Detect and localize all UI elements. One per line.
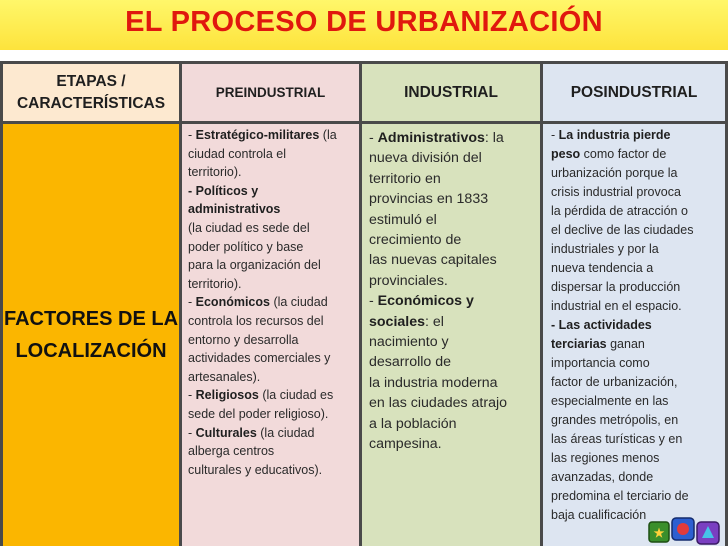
text-line: - Las actividades <box>551 318 652 332</box>
text-line: - Administrativos: la <box>369 130 504 146</box>
text-line: alberga centros <box>188 444 275 459</box>
text-line: - Económicos y <box>369 293 474 310</box>
text-line: entorno y desarrolla <box>188 332 299 347</box>
text-line: peso como factor de <box>551 147 667 161</box>
text-line: culturales y educativos). <box>188 462 323 477</box>
text-line: especialmente en las <box>551 394 669 408</box>
text-line: estimuló el <box>369 211 437 228</box>
row-label-location-factors <box>3 124 179 546</box>
text-line: poder político y base <box>188 239 304 254</box>
text-line: urbanización porque la <box>551 166 678 180</box>
text-line: crisis industrial provoca <box>551 185 681 199</box>
text-line: (la ciudad es sede del <box>188 220 310 235</box>
text-line: sociales: el <box>369 313 444 330</box>
posindustrial-text <box>551 126 693 525</box>
text-line: nueva división del <box>369 150 482 167</box>
text-line: - Religiosos (la ciudad es <box>188 388 334 403</box>
text-line: baja cualificación <box>551 508 647 522</box>
row-label-line2: LOCALIZACIÓN <box>15 340 167 362</box>
preindustrial-text <box>188 126 337 479</box>
text-line: campesina. <box>369 436 442 453</box>
text-line: grandes metrópolis, en <box>551 413 679 427</box>
text-line: artesanales). <box>188 369 261 384</box>
text-line: industrial en el espacio. <box>551 299 682 313</box>
row-label-line1: FACTORES DE LA <box>3 308 179 330</box>
header-posindustrial: POSINDUSTRIAL <box>543 64 725 121</box>
page-title: EL PROCESO DE URBANIZACIÓN <box>125 6 603 38</box>
text-line: avanzadas, donde <box>551 470 654 484</box>
text-line: crecimiento de <box>369 232 462 249</box>
text-line: para la organización del <box>188 258 321 273</box>
text-line: administrativos <box>188 202 281 217</box>
text-line: provinciales. <box>369 272 448 289</box>
text-line: las nuevas capitales <box>369 252 497 269</box>
red-dot-icon <box>677 523 689 535</box>
text-line: factor de urbanización, <box>551 375 678 389</box>
text-line: territorio en <box>369 170 441 187</box>
header-label-line2: CARACTERÍSTICAS <box>16 94 166 112</box>
header-preindustrial: PREINDUSTRIAL <box>182 64 359 121</box>
text-line: sede del poder religioso). <box>188 406 329 421</box>
text-line: - La industria pierde <box>551 128 671 142</box>
text-line: actividades comerciales y <box>188 351 331 366</box>
text-line: - Económicos (la ciudad <box>188 295 328 310</box>
text-line: desarrollo de <box>369 354 452 371</box>
text-line: la pérdida de atracción o <box>551 204 688 218</box>
text-line: nueva tendencia a <box>551 261 654 275</box>
header-stages-characteristics <box>3 64 179 121</box>
header-label-line1: ETAPAS / <box>56 72 126 90</box>
text-line: territorio). <box>188 276 242 291</box>
text-line: dispersar la producción <box>551 280 681 294</box>
header-industrial: INDUSTRIAL <box>362 64 540 121</box>
text-line: territorio). <box>188 165 242 180</box>
text-line: ciudad controla el <box>188 146 286 161</box>
text-line: industriales y por la <box>551 242 659 256</box>
text-line: provincias en 1833 <box>369 191 489 208</box>
text-line: las regiones menos <box>551 451 660 465</box>
text-line: controla los recursos del <box>188 313 324 328</box>
industrial-text <box>369 128 507 455</box>
text-line: importancia como <box>551 356 650 370</box>
text-line: - Políticos y <box>188 183 259 198</box>
text-line: el declive de las ciudades <box>551 223 694 237</box>
text-line: en las ciudades atrajo <box>369 395 508 412</box>
text-line: a la población <box>369 415 457 432</box>
text-line: la industria moderna <box>369 374 498 391</box>
green-block-glyph: ★ <box>653 526 665 540</box>
text-line: terciarias ganan <box>551 337 645 351</box>
text-line: - Estratégico-militares (la <box>188 128 337 142</box>
text-line: nacimiento y <box>369 334 449 351</box>
text-line: predomina el terciario de <box>551 489 689 503</box>
text-line: - Culturales (la ciudad <box>188 425 315 440</box>
decorative-logos-icon <box>645 512 728 546</box>
text-line: las áreas turísticas y en <box>551 432 683 446</box>
